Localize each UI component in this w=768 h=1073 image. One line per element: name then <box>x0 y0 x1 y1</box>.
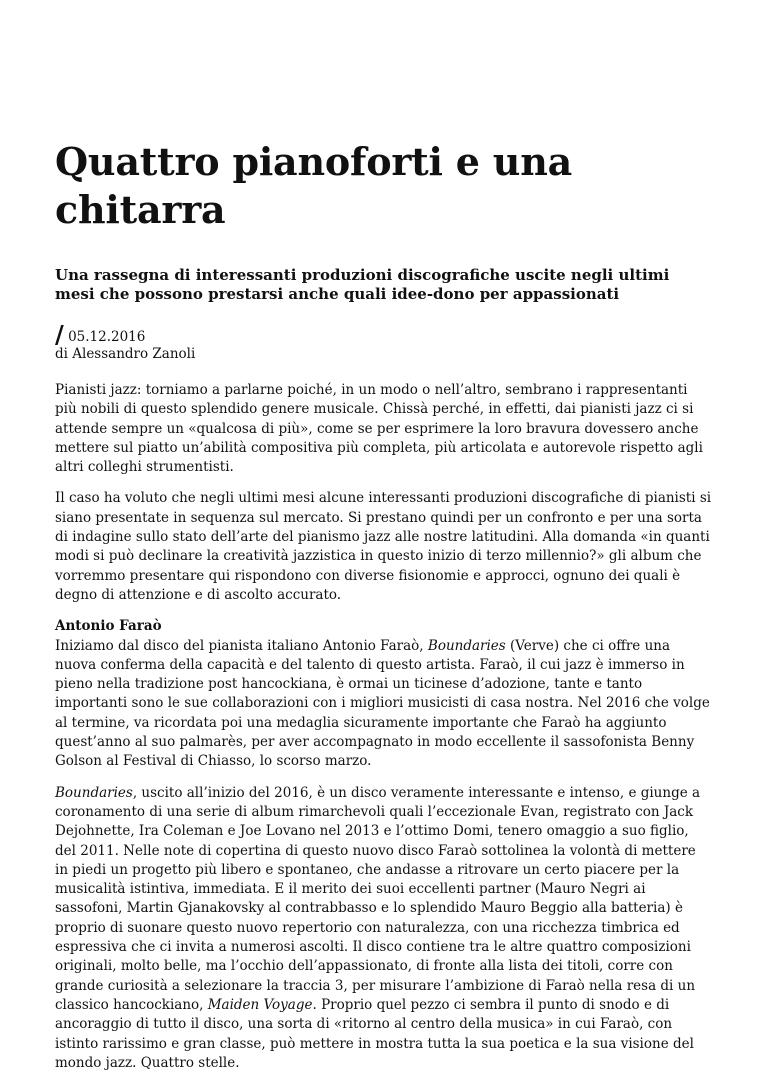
slash-separator: / <box>55 320 64 349</box>
article-meta <box>55 320 713 363</box>
article-date: 05.12.2016 <box>68 329 146 345</box>
album-title: Boundaries <box>55 784 133 801</box>
intro-paragraph-2: Il caso ha voluto che negli ultimi mesi alcune interessanti produzioni discografiche di pianisti si siano presentate in sequenza sul mercato. Si prestano quindi per un confronto e per una sorta di indagine sullo stato dell’arte del pianismo jazz alle nostre latitudini. Alla domanda «in quanti modi si può declinare la creatività jazzistica in questo inizio di terzo millennio?» gli album che vorremmo presentare qui rispondono con diverse fisionomie e approcci, ognuno dei quali è degno di attenzione e di ascolto accurato. <box>55 490 712 603</box>
article-subtitle: Una rassegna di interessanti produzioni discografiche uscite negli ultimi mesi che possono prestarsi anche quali idee-dono per appassionati <box>55 266 670 303</box>
text-run: , uscito all’inizio del 2016, è un disco veramente interessante e intenso, e giunge a coronamento di una serie di album rimarchevoli quali l’eccezionale Evan, registrato con Jack Dejohnette, Ira Coleman e Joe Lovano nel 2013 e l’ottimo Domi, tenero omaggio a suo figlio, del 2011. Nelle note di copertina di questo nuovo disco Faraò sottolinea la volontà di mettere in piedi un progetto più libero e spontaneo, che andasse a ritrovare un certo piacere per la musicalità istintiva, immediata. E il merito dei suoi eccellenti partner (Mauro Negri ai sassofoni, Martin Gjanakovsky al contrabbasso e lo splendido Mauro Beggio alla batteria) è proprio di suonare questo nuovo repertorio con naturalezza, con una ricchezza timbrica ed espressiva che ci invita a numerosi ascolti. Il disco contiene tra le altre quattro composizioni originali, molto belle, ma l’occhio dell’appassionato, di fronte alla lista dei titoli, corre con grande curiosità a selezionare la traccia 3, per misurare l’ambizione di Faraò nella resa di un classico hancockiano, <box>55 784 701 1013</box>
track-title: Maiden Voyage <box>207 996 313 1013</box>
section-faraò-paragraph-1 <box>55 617 713 771</box>
intro-paragraph-1: Pianisti jazz: torniamo a parlarne poiché, in un modo o nell’altro, sembrano i rappresentanti più nobili di questo splendido genere musicale. Chissà perché, in effetti, dai pianisti jazz ci si attende sempre un «qualcosa di più», come se per esprimere la loro bravura dovessero anche mettere sul piatto un’abilità compositiva più completa, più articolata e autorevole rispetto agli altri colleghi strumentisti. <box>55 382 703 476</box>
section-faraò-paragraph-2 <box>55 784 713 1073</box>
text-run: Iniziamo dal disco del pianista italiano Antonio Faraò, <box>55 637 428 654</box>
text-run: (Verve) che ci offre una nuova conferma della capacità e del talento di questo artista. Faraò, il cui jazz è immerso in pieno nella tradizione post hancockiana, è ormai un ticinese d’adozione, tante e tanto importanti sono le sue collaborazioni con i migliori musicisti di casa nostra. Nel 2016 che volge al termine, va ricordata poi una medaglia sicuramente importante che Faraò ha aggiunto quest’anno al suo palmarès, per aver accompagnato in modo eccellente il sassofonista Benny Golson al Festival di Chiasso, lo scorso marzo. <box>55 637 710 770</box>
album-title: Boundaries <box>427 637 506 654</box>
article-author: di Alessandro Zanoli <box>55 346 196 362</box>
section-heading: Antonio Faraò <box>55 618 162 635</box>
article-title: Quattro pianoforti e una chitarra <box>55 139 573 232</box>
text-run: . Proprio quel pezzo ci sembra il punto di snodo e di ancoraggio di tutto il disco, una sorta di «ritorno al centro della musica» in cui Faraò, con istinto rarissimo e gran classe, può mettere in mostra tutta la sua poetica e la sua visione del mondo jazz. Quattro stelle. <box>55 996 694 1071</box>
